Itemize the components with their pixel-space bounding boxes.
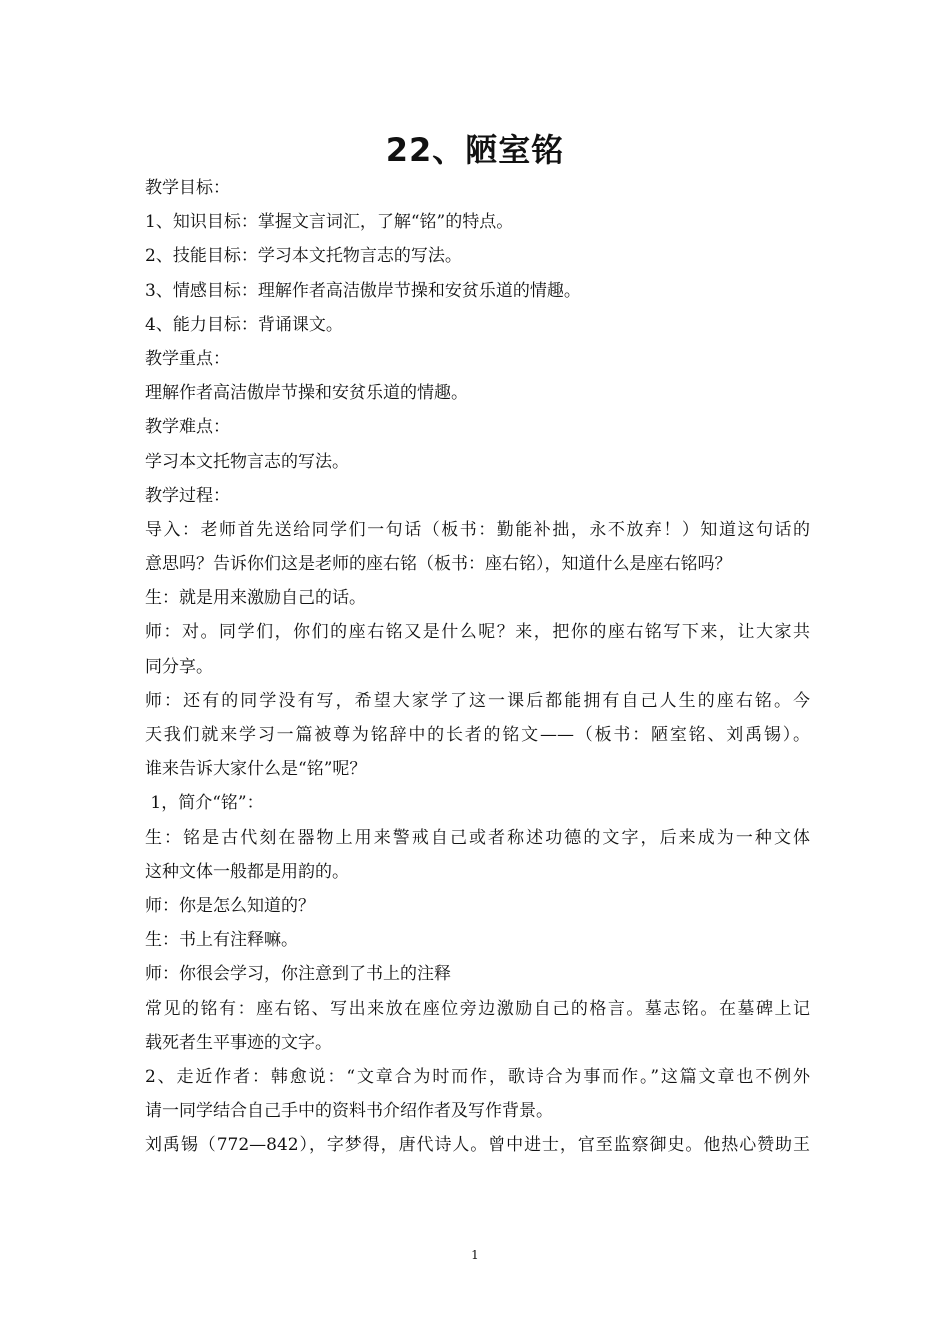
key-points-text: 理解作者高洁傲岸节操和安贫乐道的情趣。 <box>145 383 468 404</box>
subsection-heading: 1，简介“铭”： <box>145 793 264 814</box>
objective-ability: 4、能力目标：背诵课文。 <box>145 314 343 335</box>
paragraph-line: 师：还有的同学没有写，希望大家学了这一课后都能拥有自己人生的座右铭。今 <box>145 690 810 711</box>
paragraph-line: 同分享。 <box>145 656 213 677</box>
section-heading-process: 教学过程： <box>145 485 230 506</box>
page-title: 22、陋室铭 <box>385 131 565 169</box>
objective-skill: 2、技能目标：学习本文托物言志的写法。 <box>145 246 462 267</box>
section-heading-objectives: 教学目标： <box>145 178 230 198</box>
page-number: 1 <box>471 1248 479 1262</box>
objective-knowledge: 1、知识目标：掌握文言词汇，了解“铭”的特点。 <box>145 212 514 233</box>
paragraph-line: 这种文体一般都是用韵的。 <box>145 861 349 882</box>
section-heading-difficulties: 教学难点： <box>145 417 230 438</box>
difficulties-text: 学习本文托物言志的写法。 <box>145 451 349 472</box>
objective-emotion: 3、情感目标：理解作者高洁傲岸节操和安贫乐道的情趣。 <box>145 280 581 301</box>
paragraph-line: 师：你很会学习，你注意到了书上的注释 <box>145 964 451 985</box>
paragraph-line: 生：铭是古代刻在器物上用来警戒自己或者称述功德的文字，后来成为一种文体 <box>145 827 810 848</box>
section-heading-key-points: 教学重点： <box>145 348 230 369</box>
paragraph-line: 常见的铭有：座右铭、写出来放在座位旁边激励自己的格言。墓志铭。在墓碑上记 <box>145 998 810 1019</box>
paragraph-line: 师：对。同学们，你们的座右铭又是什么呢？来，把你的座右铭写下来，让大家共 <box>145 622 810 643</box>
paragraph-line: 天我们就来学习一篇被尊为铭辞中的长者的铭文——（板书：陋室铭、刘禹锡）。 <box>145 725 810 745</box>
paragraph-line: 意思吗？告诉你们这是老师的座右铭（板书：座右铭），知道什么是座右铭吗？ <box>145 554 732 575</box>
paragraph-line: 刘禹锡（772—842），字梦得，唐代诗人。曾中进士，官至监察御史。他热心赞助王 <box>145 1135 810 1156</box>
paragraph-line: 生：书上有注释嘛。 <box>145 930 298 951</box>
paragraph-line: 载死者生平事迹的文字。 <box>145 1032 332 1053</box>
paragraph-line: 2、走近作者：韩愈说：“文章合为时而作，歌诗合为事而作。”这篇文章也不例外 <box>145 1066 810 1087</box>
body-text <box>145 171 810 1162</box>
paragraph-line: 导入：老师首先送给同学们一句话（板书：勤能补拙，永不放弃！）知道这句话的 <box>145 519 810 540</box>
paragraph-line: 生：就是用来激励自己的话。 <box>145 588 366 609</box>
paragraph-line: 师：你是怎么知道的？ <box>145 895 315 916</box>
paragraph-line: 谁来告诉大家什么是“铭”呢？ <box>145 759 367 780</box>
paragraph-line: 请一同学结合自己手中的资料书介绍作者及写作背景。 <box>145 1101 553 1122</box>
